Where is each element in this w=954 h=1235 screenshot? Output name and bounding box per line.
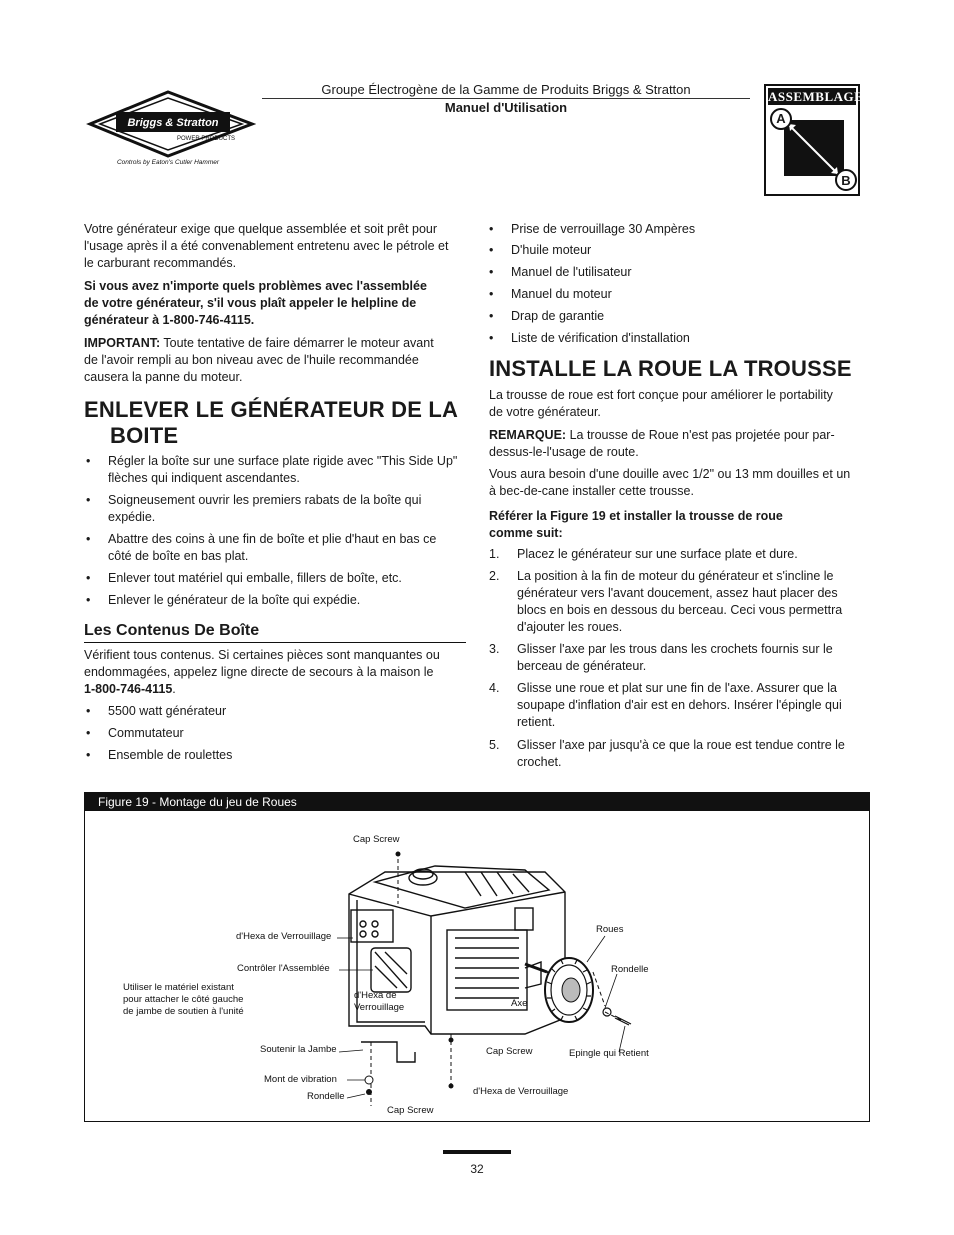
- document-subtitle: Manuel d'Utilisation: [444, 100, 568, 115]
- callout-washer-left: Rondelle: [307, 1091, 345, 1102]
- callout-cap-screw-bottom: Cap Screw: [387, 1105, 434, 1116]
- intro-paragraph: Votre générateur exige que quelque assemblée et soit prêt pour l'usage après il a été convenablement entretenu avec le pétrole et le carburant recommandés.: [84, 222, 449, 270]
- callout-use-existing-hardware: Utiliser le matériel existant pour attacher le côté gauche de jambe de soutien à l'unité: [123, 982, 244, 1017]
- callout-cap-screw-top: Cap Screw: [353, 834, 400, 845]
- tools-paragraph: Vous aura besoin d'une douille avec 1/2" ou 13 mm douilles et un à bec-de-cane installer cette trousse.: [489, 467, 851, 498]
- section-badge-label: ASSEMBLAGE: [768, 89, 864, 104]
- remarque-paragraph: REMARQUE: La trousse de Roue n'est pas projetée pour par- dessus-le-l'usage de route.: [489, 428, 835, 459]
- footer-bar: [443, 1150, 511, 1154]
- generator-wheel-kit-illustration: [85, 812, 869, 1121]
- header-rule: [262, 98, 750, 99]
- callout-hex-lock-bottom: d'Hexa de Verrouillage: [473, 1086, 569, 1097]
- callout-vibration-mount: Mont de vibration: [264, 1074, 337, 1085]
- section-badge-b: B: [841, 173, 851, 188]
- callout-retaining-pin: Epingle qui Retient: [569, 1048, 649, 1059]
- logo-wordmark: Briggs & Stratton: [127, 117, 219, 129]
- heading-box-contents: Les Contenus De Boîte: [84, 622, 260, 639]
- logo-subtitle: POWER PRODUCTS: [176, 136, 236, 142]
- callout-cap-screw-mid: Cap Screw: [486, 1046, 533, 1057]
- contents-paragraph: Vérifient tous contenus. Si certaines pièces sont manquantes ou endommagées, appelez ligne directe de secours à la maison le 1-800-746-4115.: [84, 648, 440, 696]
- heading-rule: [84, 642, 466, 643]
- callout-support-leg: Soutenir la Jambe: [260, 1044, 337, 1055]
- callout-hex-lock-mid: d'Hexa de Verrouillage: [354, 990, 405, 1013]
- helpline-paragraph: Si vous avez n'importe quels problèmes avec l'assemblée de votre générateur, s'il vous plaît appeler le helpline de générateur à 1-800-746-4115.: [84, 279, 427, 327]
- callout-washer-right: Rondelle: [611, 964, 649, 975]
- refer-figure-paragraph: Référer la Figure 19 et installer la trousse de roue comme suit:: [489, 509, 783, 540]
- callout-wheels: Roues: [596, 924, 624, 935]
- callout-axle: Axe: [511, 998, 528, 1009]
- briggs-stratton-logo: [86, 88, 256, 168]
- wheel-kit-intro: La trousse de roue est fort conçue pour améliorer le portability de votre générateur.: [489, 388, 833, 419]
- wheel: [545, 958, 593, 1022]
- callout-control-assembly: Contrôler l'Assemblée: [237, 963, 330, 974]
- page-number: 32: [470, 1162, 484, 1176]
- important-paragraph: IMPORTANT: Toute tentative de faire démarrer le moteur avant de l'avoir rempli au bon niveau avec de l'huile recommandée causera la panne du moteur.: [84, 336, 434, 384]
- heading-remove-from-box-line2: BOITE: [110, 423, 179, 448]
- figure-caption: Figure 19 - Montage du jeu de Roues: [98, 795, 297, 809]
- logo-tagline: Controls by Eaton's Cutler Hammer: [116, 159, 220, 166]
- document-title: Groupe Électrogène de la Gamme de Produits Briggs & Stratton: [321, 82, 691, 97]
- heading-install-wheel-kit: INSTALLE LA ROUE LA TROUSSE: [489, 356, 852, 381]
- section-badge-a: A: [776, 111, 786, 126]
- callout-hex-lock-left: d'Hexa de Verrouillage: [236, 931, 332, 942]
- heading-remove-from-box: ENLEVER LE GÉNÉRATEUR DE LA: [84, 397, 459, 422]
